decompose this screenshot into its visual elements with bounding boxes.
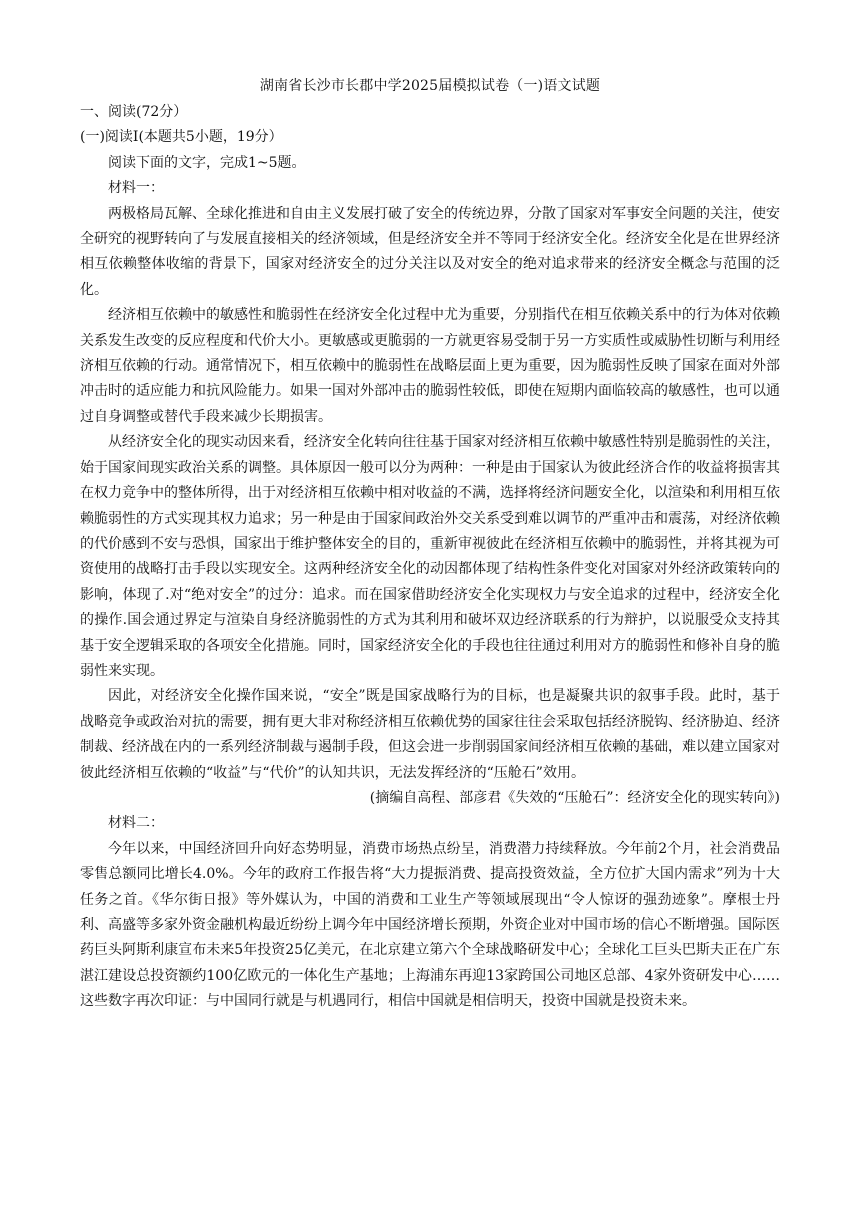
- material-one-paragraph: 两极格局瓦解、全球化推进和自由主义发展打破了安全的传统边界，分散了国家对军事安全问题的关注，使安全研究的视野转向了与发展直接相关的经济领域，但是经济安全并不等同于经济安全化。经济安全化是在世界经济相互依赖整体收缩的背景下，国家对经济安全的过分关注以及对安全的绝对追求带来的经济安全概念与范围的泛化。: [80, 205, 780, 298]
- subsection-heading: (一)阅读Ⅰ(本题共5小题，19分）: [80, 129, 283, 146]
- page-title: 湖南省长沙市长郡中学2025届模拟试卷（一)语文试题: [259, 78, 601, 94]
- material-two-paragraph: 今年以来，中国经济回升向好态势明显，消费市场热点纷呈，消费潜力持续释放。今年前2个月，社会消费品零售总额同比增长4.0%。今年的政府工作报告将“大力提振消费、提高投资效益，全方位扩大国内需求”列为十大任务之首。《华尔街日报》等外媒认为，中国的消费和工业生产等领域展现出“令人惊讶的强劲迹象”。摩根士丹利、高盛等多家外资金融机构最近纷纷上调今年中国经济增长预期，外资企业对中国市场的信心不断增强。国际医药巨头阿斯利康宣布未来5年投资25亿美元，在北京建立第六个全球战略研发中心；全球化工巨头巴斯夫正在广东湛江建设总投资额约100亿欧元的一体化生产基地；上海浦东再迎13家跨国公司地区总部、4家外资研发中心……这些数字再次印证：与中国同行就是与机遇同行，相信中国就是相信明天，投资中国就是投资未来。: [80, 840, 780, 1010]
- reading-instruction: 阅读下面的文字，完成1~5题。: [108, 154, 306, 171]
- material-one-paragraph: 经济相互依赖中的敏感性和脆弱性在经济安全化过程中尤为重要，分别指代在相互依赖关系中的行为体对依赖关系发生改变的反应程度和代价大小。更敏感或更脆弱的一方就更容易受制于另一方实质性或威胁性切断与利用经济相互依赖的行动。通常情况下，相互依赖中的脆弱性在战略层面上更为重要，因为脆弱性反映了国家在面对外部冲击时的适应能力和抗风险能力。如果一国对外部冲击的脆弱性较低，即使在短期内面临较高的敏感性，也可以通过自身调整或替代手段来减少长期损害。: [80, 307, 780, 425]
- material-one-label: 材料一：: [108, 180, 164, 197]
- material-one-paragraph: 因此，对经济安全化操作国来说，“安全”既是国家战略行为的目标，也是凝聚共识的叙事手段。此时，基于战略竞争或政治对抗的需要，拥有更大非对称经济相互依赖优势的国家往往会采取包括经济脱钩、经济胁迫、经济制裁、经济战在内的一系列经济制裁与遏制手段，但这会进一步削弱国家间经济相互依赖的基础，难以建立国家对彼此经济相互依赖的“收益”与“代价”的认知共识，无法发挥经济的“压舱石”效用。: [80, 688, 780, 781]
- document-body: [80, 100, 780, 1015]
- section-heading: 一、阅读(72分）: [80, 104, 188, 120]
- material-one-source: (摘编自高程、部彦君《失效的“压舱石”：经济安全化的现实转向》): [369, 789, 780, 806]
- material-two-label: 材料二：: [108, 815, 164, 832]
- material-one-paragraph: 从经济安全化的现实动因来看，经济安全化转向往往基于国家对经济相互依赖中敏感性特别是脆弱性的关注，始于国家间现实政治关系的调整。具体原因一般可以分为两种：一种是由于国家认为彼此经济合作的收益将损害其在权力竞争中的整体所得，出于对经济相互依赖中相对收益的不满，选择将经济问题安全化，以渲染和利用相互依赖脆弱性的方式实现其权力追求；另一种是由于国家间政治外交关系受到难以调节的严重冲击和震荡，对经济依赖的代价感到不安与恐惧，国家出于维护整体安全的目的，重新审视彼此在经济相互依赖中的脆弱性，并将其视为可资使用的战略打击手段以实现安全。这两种经济安全化的动因都体现了结构性条件变化对国家对外经济政策转向的影响，体现了.对“绝对安全”的过分：追求。而在国家借助经济安全化实现权力与安全追求的过程中，经济安全化的操作.国会通过界定与渲染自身经济脆弱性的方式为其利用和破坏双边经济联系的行为辩护，以说服受众支持其基于安全逻辑采取的各项安全化措施。同时，国家经济安全化的手段也往往通过利用对方的脆弱性和修补自身的脆弱性来实现。: [80, 434, 780, 679]
